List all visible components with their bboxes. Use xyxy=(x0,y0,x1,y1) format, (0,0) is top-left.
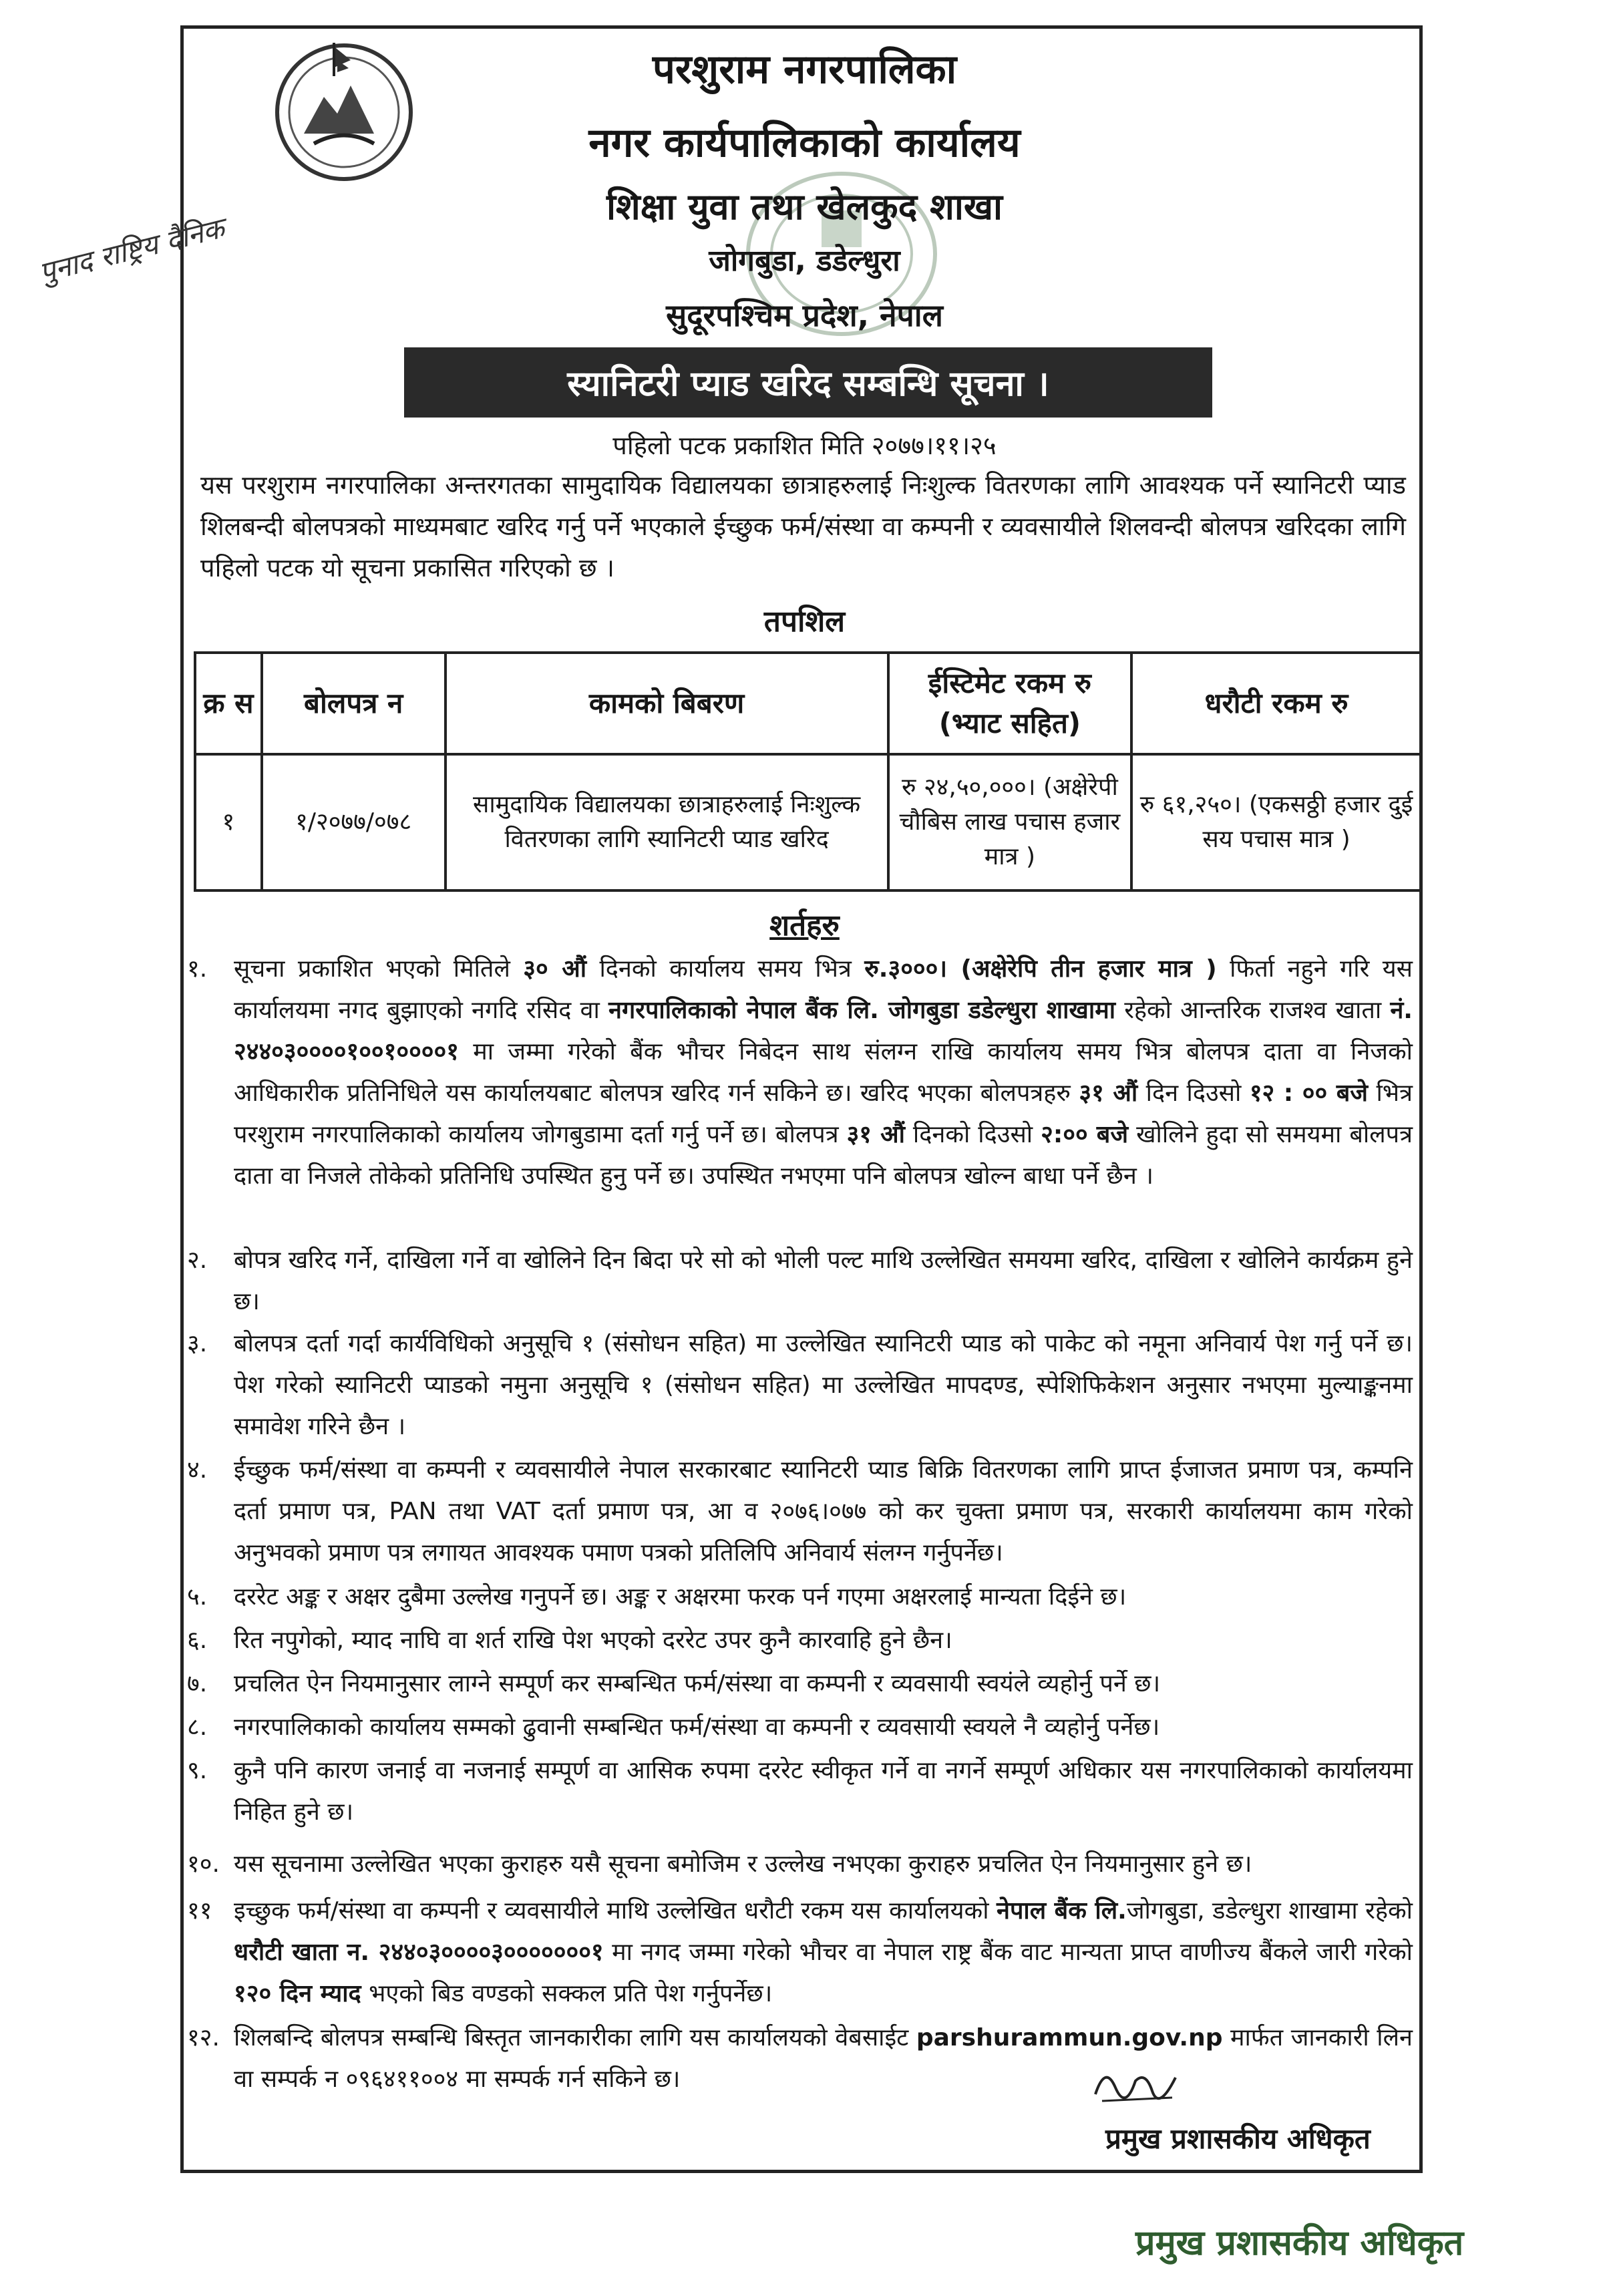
condition-number: ११ xyxy=(187,1897,212,1925)
condition-number: ३. xyxy=(187,1330,208,1357)
condition-text: इच्छुक फर्म/संस्था वा कम्पनी र व्यवसायीले माथि उल्लेखित धरौटी रकम यस कार्यालयको नेपाल बैंक लि.जोगबुडा, डडेल्धुरा शाखामा रहेको धरौटी खाता न. २४४०३००००३०००००००१ मा नगद जम्मा गरेको भौचर वा नेपाल राष्ट्र बैंक वाट मान्यता प्राप्त वाणीज्य बैंकले जारी गरेको १२० दिन म्याद भएको बिड वण्डको सक्कल प्रति पेश गर्नुपर्नेछ। xyxy=(234,1897,1413,2007)
table-header-row xyxy=(195,653,1421,754)
condition-item xyxy=(187,1323,1413,1448)
condition-text: प्रचलित ऐन नियमानुसार लाग्ने सम्पूर्ण कर सम्बन्धित फर्म/संस्था वा कम्पनी र व्यवसायी स्वयंले व्यहोर्नु पर्ने छ। xyxy=(234,1670,1161,1697)
condition-item xyxy=(187,1891,1413,2015)
condition-text: सूचना प्रकाशित भएको मितिले ३० औं दिनको कार्यालय समय भित्र रु.३०००। (अक्षेरेपि तीन हजार मात्र ) फिर्ता नहुने गरि यस कार्यालयमा नगद बुझाएको नगदि रसिद वा नगरपालिकाको नेपाल बैंक लि. जोगबुडा डडेल्धुरा शाखामा रहेको आन्तरिक राजश्व खाता नं. २४४०३००००१००१००००१ मा जम्मा गरेको बैंक भौचर निबेदन साथ संलग्न राखि कार्यालय समय भित्र बोलपत्र दाता वा निजको आधिकारीक प्रतिनिधिले यस कार्यालयबाट बोलपत्र खरिद गर्न सकिने छ। खरिद भएका बोलपत्रहरु ३१ औं दिन दिउसो १२ : ०० बजे भित्र परशुराम नगरपालिकाको कार्यालय जोगबुडामा दर्ता गर्नु पर्ने छ। बोलपत्र ३१ औं दिनको दिउसो २:०० बजे खोलिने हुदा सो समयमा बोलपत्र दाता वा निजले तोकेको प्रतिनिधि उपस्थित हुनु पर्ने छ। उपस्थित नभएमा पनि बोलपत्र खोल्न बाधा पर्ने छैन । xyxy=(234,955,1413,1190)
condition-item xyxy=(187,1663,1413,1705)
cell-bid-no: १/२०७७/०७८ xyxy=(262,754,445,890)
condition-number: ४. xyxy=(187,1456,208,1484)
signature-icon xyxy=(1089,2058,1182,2108)
cell-deposit: रु ६१,२५०। (एकसठ्ठी हजार दुई सय पचास मात्र ) xyxy=(1131,754,1421,890)
condition-number: ७. xyxy=(187,1670,208,1697)
table-caption: तपशिल xyxy=(763,605,846,639)
condition-text: रित नपुगेको, म्याद नाघि वा शर्त राखि पेश भएको दररेट उपर कुनै कारवाहि हुने छैन। xyxy=(234,1627,952,1654)
header-estimate: ईस्टिमेट रकम रु (भ्याट सहित) xyxy=(888,653,1131,754)
handwritten-note: पुनाद राष्ट्रिय दैनिक xyxy=(35,211,228,289)
condition-number: १. xyxy=(187,955,208,983)
condition-text: कुनै पनि कारण जनाई वा नजनाई सम्पूर्ण वा आसिक रुपमा दररेट स्वीकृत गर्ने वा नगर्ने सम्पूर्ण अधिकार यस नगरपालिकाको कार्यालयमा निहित हुने छ। xyxy=(234,1757,1413,1826)
header-description: कामको बिबरण xyxy=(445,653,888,754)
condition-item xyxy=(187,949,1413,1197)
cell-sn: १ xyxy=(195,754,262,890)
condition-text: बोपत्र खरिद गर्ने, दाखिला गर्ने वा खोलिने दिन बिदा परे सो को भोली पल्ट माथि उल्लेखित समयमा खरिद, दाखिला र खोलिने कार्यक्रम हुने छ। xyxy=(234,1247,1413,1315)
official-stamp: प्रमुख प्रशासकीय अधिकृत xyxy=(1135,2223,1464,2263)
condition-item xyxy=(187,1620,1413,1661)
notice-title: स्यानिटरी प्याड खरिद सम्बन्धि सूचना । xyxy=(404,347,1212,418)
publish-date: पहिलो पटक प्रकाशित मिति २०७७।११।२५ xyxy=(612,431,997,460)
condition-text: शिलबन्दि बोलपत्र सम्बन्धि बिस्तृत जानकारीका लागि यस कार्यालयको वेबसाईट parshurammun.gov.np मार्फत जानकारी लिन वा सम्पर्क न ०९६४११००४ मा सम्पर्क गर्न सकिने छ। xyxy=(234,2024,1413,2093)
address-line: जोगबुडा, डडेल्धुरा xyxy=(709,244,900,278)
conditions-caption xyxy=(0,904,1609,944)
condition-item xyxy=(187,2017,1413,2100)
condition-number: १२. xyxy=(187,2024,220,2052)
municipality-name: परशुराम नगरपालिका xyxy=(652,46,957,93)
cell-description: सामुदायिक विद्यालयका छात्राहरुलाई निःशुल्क वितरणका लागि स्यानिटरी प्याड खरिद xyxy=(445,754,888,890)
condition-item xyxy=(187,1750,1413,1833)
condition-number: १०. xyxy=(187,1850,220,1878)
condition-number: २. xyxy=(187,1247,208,1274)
section-name: शिक्षा युवा तथा खेलकुद शाखा xyxy=(606,186,1003,228)
header-deposit: धरौटी रकम रु xyxy=(1131,653,1421,754)
condition-item xyxy=(187,1450,1413,1574)
condition-number: ९. xyxy=(187,1757,208,1784)
signatory-title: प्रमुख प्रशासकीय अधिकृत xyxy=(1105,2122,1371,2155)
conditions-caption-text: शर्तहरु xyxy=(769,909,840,943)
condition-text: बोलपत्र दर्ता गर्दा कार्यविधिको अनुसूचि १ (संसोधन सहित) मा उल्लेखित स्यानिटरी प्याड को पाकेट को नमूना अनिवार्य पेश गर्नु पर्ने छ। पेश गरेको स्यानिटरी प्याडको नमुना अनुसूचि १ (संसोधन सहित) मा उल्लेखित मापदण्ड, स्पेशिफिकेशन अनुसार नभएमा मुल्याङ्कनमा समावेश गरिने छैन । xyxy=(234,1330,1413,1440)
condition-item xyxy=(187,1577,1413,1618)
details-table xyxy=(194,651,1423,892)
condition-item xyxy=(187,1240,1413,1323)
table-row xyxy=(195,754,1421,890)
condition-number: ६. xyxy=(187,1627,208,1654)
condition-text: ईच्छुक फर्म/संस्था वा कम्पनी र व्यवसायीले नेपाल सरकारबाट स्यानिटरी प्याड बिक्रि वितरणका लागि प्राप्त ईजाजत प्रमाण पत्र, कम्पनि दर्ता प्रमाण पत्र, PAN तथा VAT दर्ता प्रमाण पत्र, आ व २०७६।०७७ को कर चुक्ता प्रमाण पत्र, सरकारी कार्यालयमा काम गरेको अनुभवको प्रमाण पत्र लगायत आवश्यक पमाण पत्रको प्रतिलिपि अनिवार्य संलग्न गर्नुपर्नेछ। xyxy=(234,1456,1413,1567)
header-sn: क्र स xyxy=(195,653,262,754)
condition-number: ५. xyxy=(187,1583,208,1611)
header-bid-no: बोलपत्र न xyxy=(262,653,445,754)
condition-item xyxy=(187,1707,1413,1748)
office-name: नगर कार्यपालिकाको कार्यालय xyxy=(588,120,1021,166)
intro-paragraph: यस परशुराम नगरपालिका अन्तरगतका सामुदायिक विद्यालयका छात्राहरुलाई निःशुल्क वितरणका लागि आवश्यक पर्ने स्यानिटरी प्याड शिलबन्दी बोलपत्रको माध्यमबाट खरिद गर्नु पर्ने भएकाले ईच्छुक फर्म/संस्था वा कम्पनी र व्यवसायीले शिलवन्दी बोलपत्र खरिदका लागि पहिलो पटक यो सूचना प्रकासित गरिएको छ । xyxy=(200,470,1406,583)
condition-number: ८. xyxy=(187,1713,208,1741)
condition-item xyxy=(187,1844,1413,1885)
condition-text: नगरपालिकाको कार्यालय सम्मको ढुवानी सम्बन्धित फर्म/संस्था वा कम्पनी र व्यवसायी स्वयले नै व्यहोर्नु पर्नेछ। xyxy=(234,1713,1160,1741)
cell-estimate: रु २४,५०,०००। (अक्षेरेपी चौबिस लाख पचास हजार मात्र ) xyxy=(888,754,1131,890)
condition-text: दररेट अङ्क र अक्षर दुबैमा उल्लेख गनुपर्ने छ। अङ्क र अक्षरमा फरक पर्न गएमा अक्षरलाई मान्यता दिईने छ। xyxy=(234,1583,1127,1611)
condition-text: यस सूचनामा उल्लेखित भएका कुराहरु यसै सूचना बमोजिम र उल्लेख नभएका कुराहरु प्रचलित ऐन नियमानुसार हुने छ। xyxy=(234,1850,1252,1878)
province-line: सुदूरपश्चिम प्रदेश, नेपाल xyxy=(666,297,943,333)
